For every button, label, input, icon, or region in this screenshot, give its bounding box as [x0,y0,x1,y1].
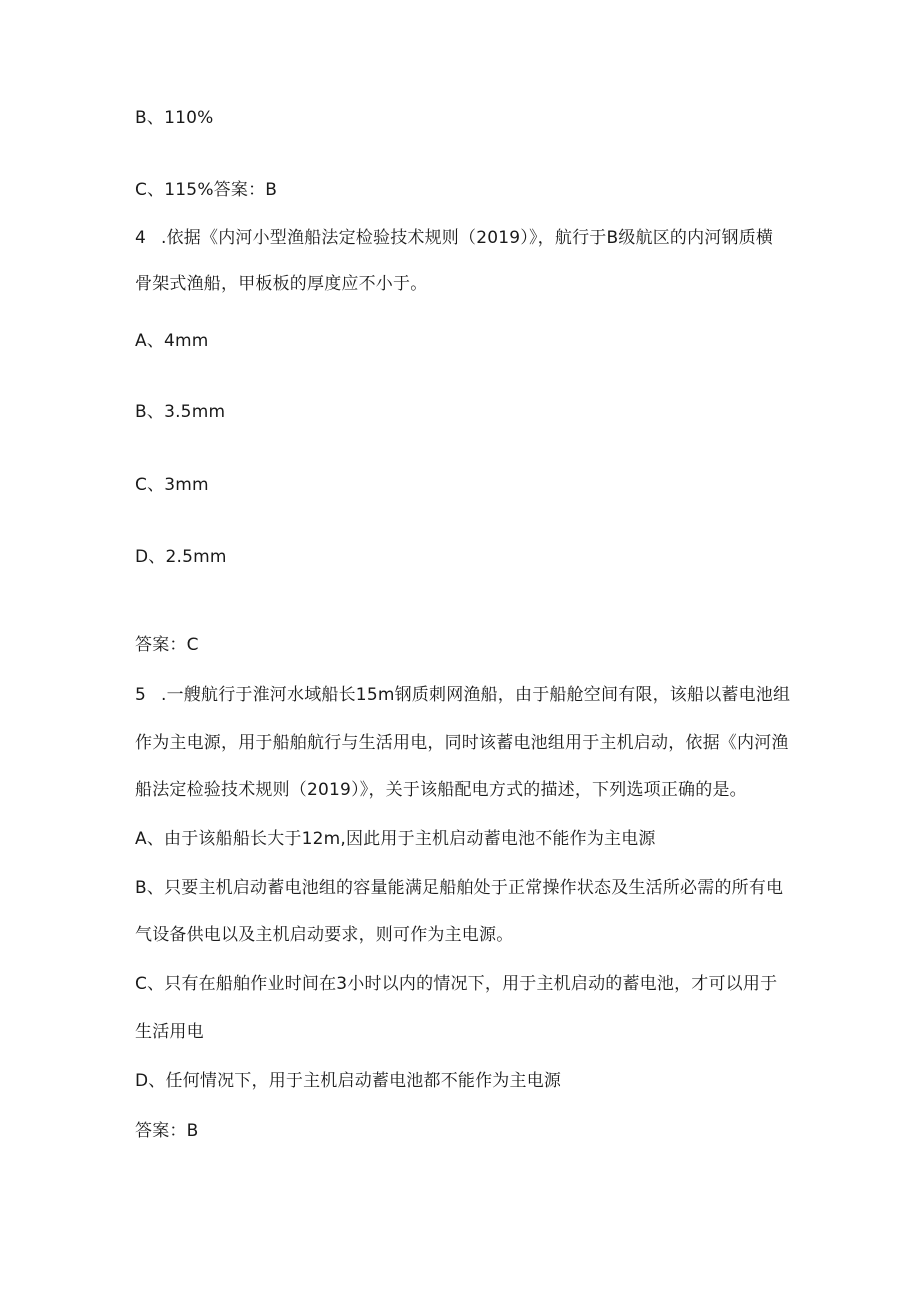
q5-option-b-line-1: B、只要主机启动蓄电池组的容量能满足船舶处于正常操作状态及生活所必需的所有电 [135,878,784,898]
q5-option-b-line-2: 气设备供电以及主机启动要求，则可作为主电源。 [135,925,514,945]
q4-answer: 答案：C [135,635,199,655]
q5-stem-text-1: .一艘航行于淮河水域船长15m钢质刺网渔船，由于船舱空间有限，该船以蓄电池组 [161,685,791,705]
q4-stem-text-1: .依据《内河小型渔船法定检验技术规则（2019）》，航行于B级航区的内河钢质横 [161,228,774,248]
q4-stem-line-1 [135,226,773,250]
q4-stem-line-2: 骨架式渔船，甲板板的厚度应不小于。 [135,274,428,294]
q3-option-b: B、110% [135,108,214,128]
q5-stem-line-3: 船法定检验技术规则（2019）》，关于该船配电方式的描述，下列选项正确的是。 [135,780,747,800]
q5-option-a: A、由于该船船长大于12m,因此用于主机启动蓄电池不能作为主电源 [135,829,656,849]
q5-option-c-line-1: C、只有在船舶作业时间在3小时以内的情况下，用于主机启动的蓄电池，才可以用于 [135,974,778,994]
q3-option-c-answer: C、115%答案：B [135,180,278,200]
q4-option-c: C、3mm [135,475,209,495]
q5-stem-line-1 [135,683,790,707]
q5-option-d: D、任何情况下，用于主机启动蓄电池都不能作为主电源 [135,1071,562,1091]
q4-option-a: A、4mm [135,331,209,351]
q5-stem-line-2: 作为主电源，用于船舶航行与生活用电，同时该蓄电池组用于主机启动，依据《内河渔 [135,733,789,753]
q4-option-d: D、2.5mm [135,547,227,567]
q5-answer: 答案：B [135,1121,199,1141]
q5-option-c-line-2: 生活用电 [135,1022,204,1042]
q4-number: 4 [135,228,147,248]
q5-number: 5 [135,685,147,705]
q4-option-b: B、3.5mm [135,402,226,422]
